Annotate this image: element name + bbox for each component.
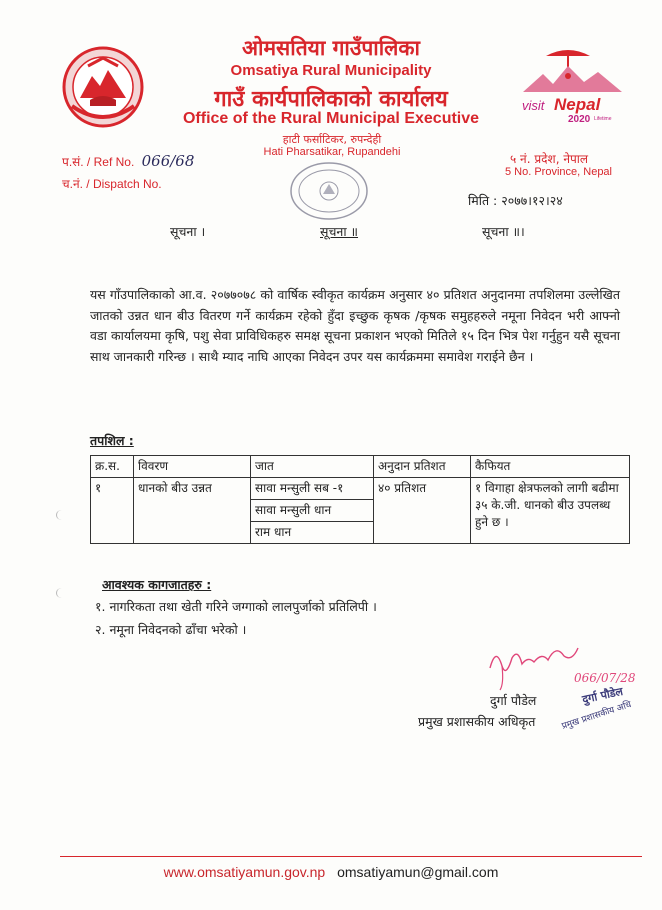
row-sn: १ bbox=[91, 478, 134, 544]
document-item-1: १. नागरिकता तथा खेती गरिने जग्गाको लालपुर्जाको प्रतिलिपी । bbox=[95, 599, 377, 614]
signatory-title: प्रमुख प्रशासकीय अधिकृत bbox=[418, 714, 536, 729]
visit-nepal-logo-icon bbox=[518, 46, 628, 124]
row-variety-3: राम धान bbox=[251, 522, 374, 544]
table-header-cell: क्र.स. bbox=[91, 456, 134, 478]
province-en: 5 No. Province, Nepal bbox=[505, 166, 612, 178]
dispatch-label: च.नं. / Dispatch No. bbox=[62, 177, 162, 191]
footer-website-link[interactable]: www.omsatiyamun.gov.np bbox=[163, 864, 326, 880]
table-header-row bbox=[91, 456, 630, 478]
address-np: हाटी फर्साटिकर, रुपन्देही bbox=[282, 133, 382, 146]
ref-number bbox=[62, 152, 194, 170]
row-variety-1: सावा मन्सुली सब -१ bbox=[251, 478, 374, 500]
table-header-cell: अनुदान प्रतिशत bbox=[374, 456, 471, 478]
signatory-name: दुर्गा पौडेल bbox=[490, 693, 537, 708]
svg-text:066/07/28: 066/07/28 bbox=[574, 671, 636, 685]
document-item-2: २. नमूना निवेदनको ढाँचा भरेको । bbox=[95, 622, 247, 637]
svg-text:Lifetime: Lifetime bbox=[594, 116, 612, 122]
svg-text:2020: 2020 bbox=[568, 114, 591, 124]
margin-mark bbox=[56, 510, 67, 520]
notice-date: मिति : २०७७।१२।२४ bbox=[468, 193, 563, 208]
signature-stamp-name: दुर्गा पौडेल bbox=[581, 684, 625, 707]
province-np: ५ नं. प्रदेश, नेपाल bbox=[510, 152, 589, 166]
municipality-name-np: ओमसतिया गाउँपालिका bbox=[242, 36, 420, 60]
signature-stamp-title: प्रमुख प्रशासकीय अधि bbox=[560, 699, 633, 732]
row-subsidy: ४० प्रतिशत bbox=[374, 478, 471, 544]
footer-divider bbox=[60, 856, 642, 857]
table-header-cell: जात bbox=[251, 456, 374, 478]
notice-heading-2: सूचना ॥ bbox=[320, 224, 359, 239]
row-description: धानको बीउ उन्नत bbox=[134, 478, 251, 544]
ref-label: प.सं. / Ref No. bbox=[62, 155, 135, 169]
official-stamp-icon bbox=[286, 160, 372, 222]
required-documents-label: आवश्यक कागजातहरु : bbox=[102, 577, 212, 592]
ref-value: 066/68 bbox=[141, 152, 195, 170]
office-name-en: Office of the Rural Municipal Executive bbox=[182, 110, 480, 127]
office-name-np: गाउँ कार्यपालिकाको कार्यालय bbox=[214, 87, 448, 112]
notice-body: यस गाँउपालिकाको आ.व. २०७७०७८ को वार्षिक स्वीकृत कार्यक्रम अनुसार ४० प्रतिशत अनुदानमा तपशिलमा उल्लेखित जातको उन्नत धान बीउ वितरण गर्ने कार्यक्रम रहेको हुँदा इच्छुक कृषक /कृषक समुहहरुले नमूना निवेदन भरी आफ्नो वडा कार्यालयमा कृषि, पशु सेवा प्राविधिकहरु समक्ष सूचना प्रकाशन भएको मितिले १५ दिन भित्र पेश गर्नुहुन यसै सूचना साथ जानकारी गरिन्छ । साथै म्याद नाघि आएका निवेदन उपर यस कार्यक्रममा समावेश गराईने छैन । bbox=[90, 287, 620, 364]
row-variety-2: सावा मन्सुली धान bbox=[251, 500, 374, 522]
table-header-cell: कैफियत bbox=[471, 456, 630, 478]
row-remarks: १ विगाहा क्षेत्रफलको लागी बढीमा ३५ के.जी. धानको बीउ उपलब्ध हुने छ । bbox=[471, 478, 630, 544]
municipality-name-en: Omsatiya Rural Municipality bbox=[230, 62, 432, 79]
footer bbox=[0, 864, 662, 880]
table-row bbox=[91, 478, 630, 500]
svg-text:Nepal: Nepal bbox=[554, 95, 601, 114]
margin-mark bbox=[56, 588, 67, 598]
table-header-cell: विवरण bbox=[134, 456, 251, 478]
details-label: तपशिल : bbox=[90, 433, 134, 448]
notice-heading-1: सूचना । bbox=[170, 224, 206, 239]
address-en: Hati Pharsatikar, Rupandehi bbox=[263, 146, 401, 158]
distribution-table bbox=[90, 455, 630, 544]
footer-email-link[interactable]: omsatiyamun@gmail.com bbox=[337, 864, 499, 880]
svg-text:visit: visit bbox=[522, 98, 545, 113]
visit-nepal-logo bbox=[518, 46, 628, 124]
notice-heading-3: सूचना ॥। bbox=[482, 224, 525, 239]
